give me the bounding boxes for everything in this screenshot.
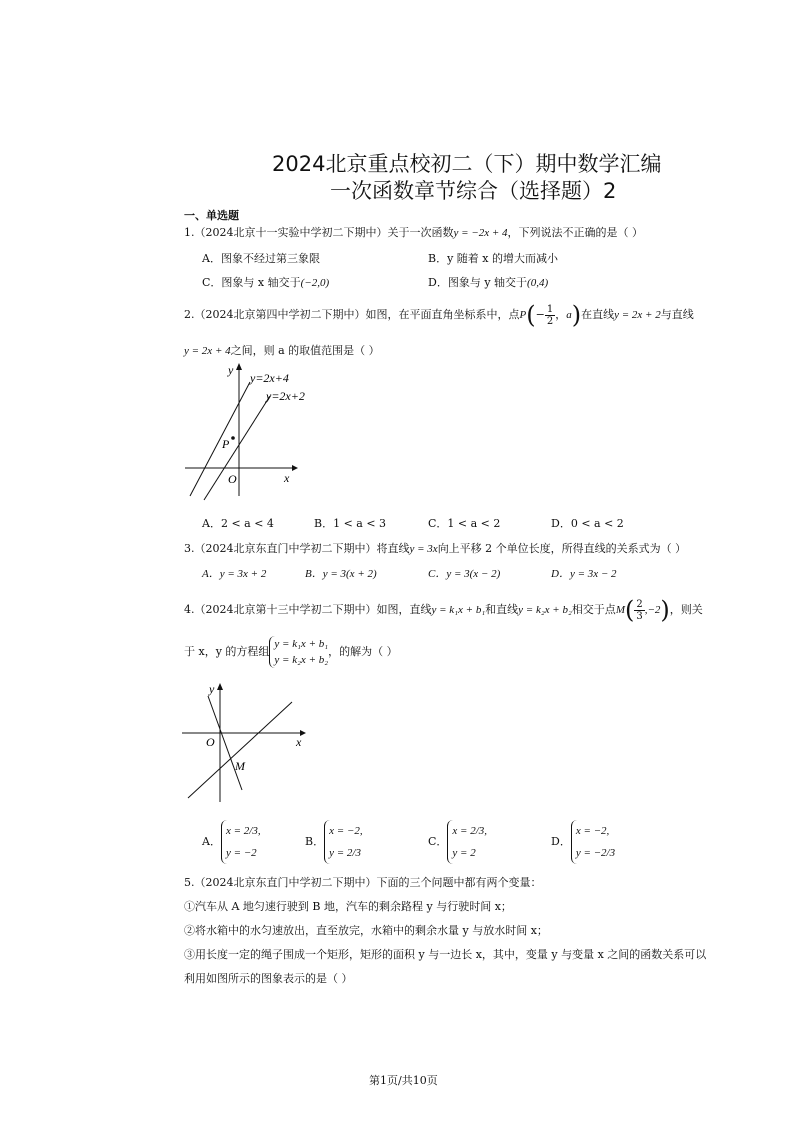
- section-heading: 一、单选题: [184, 209, 239, 222]
- q3-option-d: D．y = 3x − 2: [551, 568, 617, 580]
- q3-line: y = 3x: [409, 543, 438, 555]
- q2-option-c: C．1 < a < 2: [428, 517, 501, 530]
- q2-fraction: $\frac{1}{2}$: [546, 303, 554, 327]
- question-1-stem: [184, 224, 643, 240]
- q1-stem-b: ，下列说法不正确的是（ ）: [507, 226, 644, 239]
- q3-option-b: B．y = 3(x + 2): [305, 568, 377, 580]
- q4-stem-c: 相交于点: [571, 603, 616, 616]
- q5-item-4: 利用如图所示的图象表示的是（ ）: [184, 972, 353, 985]
- q4-option-c: C． x = 2/3, y = 2: [428, 820, 487, 864]
- q3-option-a: A．y = 3x + 2: [202, 568, 267, 580]
- q5-item-2: ②将水箱中的水匀速放出，直至放完，水箱中的剩余水量 y 与放水时间 x；: [184, 924, 548, 937]
- question-2-stem: 2.（2024北京第四中学初二下期中）如图，在平面直角坐标系中，点P(− $\frac{1}{2}$ ，a)在直线y = 2x + 2与直线: [184, 301, 694, 329]
- q2-point-y: a: [566, 309, 572, 321]
- question-4-stem: 4.（2024北京第十三中学初二下期中）如图，直线y = k₁x + b₁和直线y = k₂x + b₂相交于点M( $\frac{2}{3}$ ,−2)，则关: [184, 596, 703, 624]
- q3-stem-a: 3.（2024北京东直门中学初二下期中）将直线: [184, 542, 410, 555]
- q2-option-b: B．1 < a < 3: [314, 517, 387, 530]
- q4-stem-line2: [184, 636, 398, 668]
- page-footer: 第1页/共10页: [369, 1074, 438, 1087]
- q1-option-a: A．图象不经过第三象限: [202, 252, 320, 265]
- q2-option-d: D．0 < a < 2: [551, 517, 624, 530]
- q2-point-name: P: [519, 309, 527, 321]
- q4-option-a: A． x = 2/3, y = −2: [202, 820, 261, 864]
- q2-option-a: A．2 < a < 4: [202, 517, 274, 530]
- q3-stem-b: 向上平移 2 个单位长度，所得直线的关系式为（ ）: [437, 542, 687, 555]
- q2-fig-x-label: x: [284, 471, 290, 485]
- q4-option-d: D． x = −2, y = −2/3: [551, 820, 615, 864]
- q2-stem-d: 之间，则 a 的取值范围是（ ）: [230, 344, 380, 357]
- q4-figure: [180, 680, 310, 805]
- q4-fraction: $\frac{2}{3}$: [636, 598, 643, 622]
- q2-line2: y = 2x + 4: [184, 345, 231, 357]
- q4-point-y: ,−2: [644, 604, 661, 616]
- q2-fig-line1-label: y=2x+4: [250, 371, 289, 385]
- q4-line2: y = k₂x + b₂: [518, 604, 572, 616]
- q1-option-c-text: C．图象与 x 轴交于: [202, 276, 301, 289]
- q4-fig-origin-label: O: [206, 735, 215, 749]
- q4-point-name: M: [615, 604, 625, 616]
- q3-option-c: C．y = 3(x − 2): [428, 568, 501, 580]
- q1-option-d: [428, 274, 548, 290]
- q2-fig-y-label: y: [228, 363, 234, 377]
- q2-fig-origin-label: O: [228, 472, 237, 486]
- q2-stem-c: 与直线: [660, 308, 694, 321]
- q4-line1: y = k₁x + b₁: [431, 604, 486, 616]
- q2-fig-line2-label: y=2x+2: [266, 389, 305, 403]
- question-3-stem: [184, 540, 686, 556]
- q2-stem-b: 在直线: [581, 308, 615, 321]
- q1-option-c: [202, 274, 329, 290]
- q4-stem-f: ，的解为（ ）: [328, 645, 398, 658]
- q2-stem-line2: [184, 342, 380, 358]
- q4-stem-a: 4.（2024北京第十三中学初二下期中）如图，直线: [184, 603, 432, 616]
- q4-equation-system: y = k₁x + b₁ y = k₂x + b₂: [269, 636, 328, 668]
- q4-stem-b: 和直线: [485, 603, 519, 616]
- q4-fig-m-label: M: [235, 759, 245, 773]
- q4-fig-x-label: x: [296, 735, 302, 749]
- q5-item-3: ③用长度一定的绳子围成一个矩形，矩形的面积 y 与一边长 x，其中，变量 y 与变量 x 之间的函数关系可以: [184, 948, 707, 961]
- q4-stem-d: ，则关: [669, 603, 703, 616]
- q1-option-b: B．y 随着 x 的增大而减小: [428, 252, 558, 265]
- q1-option-d-text: D．图象与 y 轴交于: [428, 276, 528, 289]
- q1-function: y = −2x + 4: [453, 227, 508, 239]
- q4-fig-y-label: y: [209, 682, 215, 696]
- q4-stem-e: 于 x，y 的方程组: [184, 645, 270, 658]
- q2-fig-p-label: P: [222, 437, 230, 451]
- q2-figure: [180, 360, 305, 500]
- page-title-line1: 2024北京重点校初二（下）期中数学汇编: [272, 152, 662, 176]
- q1-stem-a: 1.（2024北京十一实验中学初二下期中）关于一次函数: [184, 226, 454, 239]
- question-5-stem: 5.（2024北京东直门中学初二下期中）下面的三个问题中都有两个变量：: [184, 876, 542, 889]
- q2-stem-a: 2.（2024北京第四中学初二下期中）如图，在平面直角坐标系中，点: [184, 308, 520, 321]
- q1-option-c-point: (−2,0): [300, 277, 330, 289]
- q4-option-b: B． x = −2, y = 2/3: [305, 820, 363, 864]
- q2-line1: y = 2x + 2: [614, 309, 661, 321]
- q1-option-d-point: (0,4): [527, 277, 549, 289]
- page-title-line2: 一次函数章节综合（选择题）2: [330, 179, 617, 203]
- q5-item-1: ①汽车从 A 地匀速行驶到 B 地，汽车的剩余路程 y 与行驶时间 x；: [184, 900, 512, 913]
